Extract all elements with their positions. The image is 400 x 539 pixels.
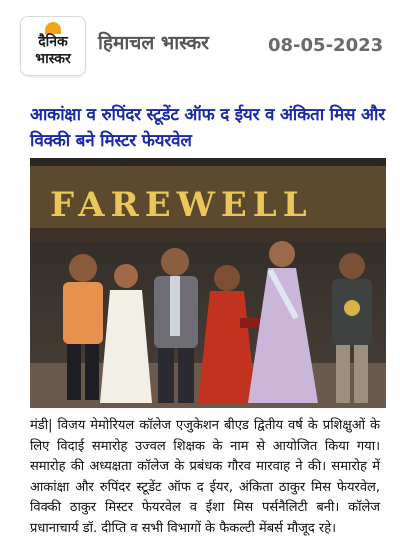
dainik-bhaskar-logo[interactable] xyxy=(20,16,86,76)
news-clipping xyxy=(30,94,386,536)
farewell-banner-text: FAREWELL xyxy=(50,185,313,225)
newspaper-name: हिमाचल भास्कर xyxy=(98,32,209,54)
sun-icon xyxy=(45,22,61,34)
event-photo xyxy=(30,158,386,408)
article-headline: आकांक्षा व रुपिंदर स्टूडेंट ऑफ द ईयर व अंकिता मिस और विक्की बने मिस्टर फेयरवेल xyxy=(30,105,385,151)
logo-text-line2: भास्कर xyxy=(35,51,71,67)
page-header xyxy=(0,0,400,92)
article-body: मंडी| विजय मेमोरियल कॉलेज एजुकेशन बीएड द्वितीय वर्ष के प्रशिक्षुओं के लिए विदाई समारोह उज्वल शिक्षक के नाम से आयोजित किया गया। समारोह की अध्यक्षता कॉलेज के प्रबंधक गौरव मारवाह ने की। समारोह में आकांक्षा और रुपिंदर स्टूडेंट ऑफ द ईयर, अंकिता ठाकुर मिस फेयरवेल, विक्की ठाकुर मिस्टर फेयरवेल व ईशा मिस पर्सनैलिटी बनी। कॉलेज प्रधानाचार्य डॉ. दीप्ति व सभी विभागों के फैकल्टी मेंबर्स मौजूद रहे। xyxy=(30,418,380,536)
farewell-stage-photo xyxy=(30,158,386,408)
publication-date: 08-05-2023 xyxy=(268,35,384,56)
logo-text-line1: दैनिक xyxy=(38,34,68,50)
